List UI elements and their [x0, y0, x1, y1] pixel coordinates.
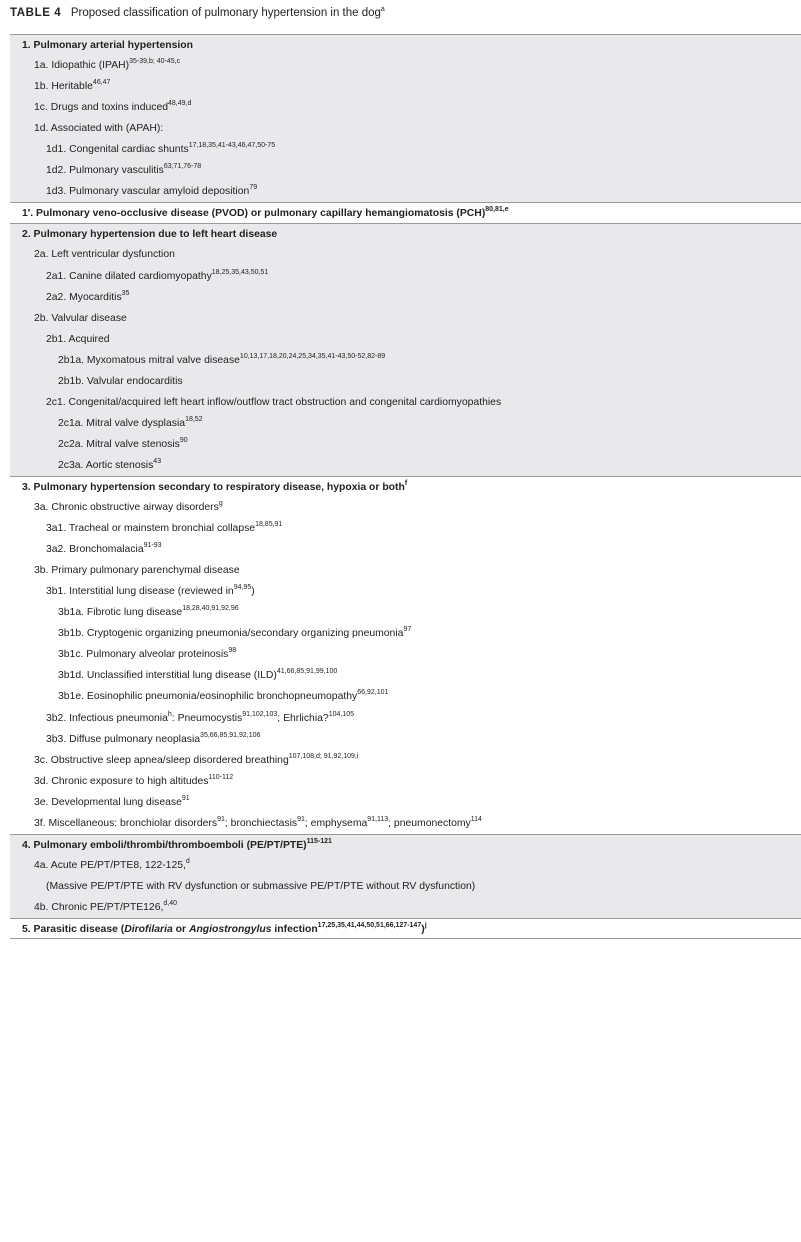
subcategory-row: [10, 602, 801, 623]
row-text: 2a. Left ventricular dysfunction: [34, 249, 175, 261]
row-text: 3b1e. Eosinophilic pneumonia/eosinophilic bronchopneumopathy: [58, 691, 358, 703]
reference-superscript: h: [167, 710, 172, 718]
reference-superscript: 91,102,103: [242, 710, 278, 718]
row-text: 1′. Pulmonary veno-occlusive disease (PVOD) or pulmonary capillary hemangiomatosis (PCH): [22, 208, 486, 220]
table-title-footnote: a: [380, 6, 385, 13]
subcategory-row: [10, 413, 801, 434]
row-text: or: [172, 923, 189, 935]
row-text: 1a. Idiopathic (IPAH): [34, 60, 130, 72]
reference-superscript: 18,52: [185, 415, 203, 423]
subcategory-row: [10, 434, 801, 455]
row-italic-text: Dirofilaria: [124, 923, 173, 935]
reference-superscript: 90: [179, 436, 188, 444]
table-label: TABLE 4: [10, 7, 62, 19]
row-text: 1d2. Pulmonary vasculitis: [46, 165, 164, 177]
row-text: 2c3a. Aortic stenosis: [58, 459, 154, 471]
row-text: 3d. Chronic exposure to high altitudes: [34, 775, 209, 787]
reference-superscript: 17,25,35,41,44,50,51,66,127-147: [317, 921, 422, 929]
row-text: ; bronchiectasis: [224, 817, 298, 829]
row-text: 1d. Associated with (APAH):: [34, 123, 164, 135]
reference-superscript: d,40: [163, 899, 177, 907]
row-text: 1d3. Pulmonary vascular amyloid deposition: [46, 186, 250, 198]
row-text: 3b3. Diffuse pulmonary neoplasia: [46, 733, 201, 745]
row-text: 1d1. Congenital cardiac shunts: [46, 144, 189, 156]
subcategory-row: [10, 792, 801, 813]
subcategory-row: [10, 876, 801, 897]
row-text: 2c2a. Mitral valve stenosis: [58, 438, 180, 450]
row-text: 2b1a. Myxomatous mitral valve disease: [58, 354, 240, 366]
subcategory-row: [10, 665, 801, 686]
subcategory-row: [10, 350, 801, 371]
row-text: 2c1a. Mitral valve dysplasia: [58, 417, 186, 429]
subcategory-row: [10, 371, 801, 392]
row-text: 3e. Developmental lung disease: [34, 796, 182, 808]
subcategory-row: [10, 266, 801, 287]
reference-superscript: 115-121: [306, 837, 332, 845]
subcategory-row: [10, 55, 801, 76]
reference-superscript: 104,105: [328, 710, 355, 718]
row-text: infection: [271, 923, 318, 935]
reference-superscript: 46,47: [92, 79, 111, 87]
category-row: [10, 202, 801, 223]
row-text: 4. Pulmonary emboli/thrombi/thromboemboli (PE/PT/PTE): [22, 839, 307, 851]
reference-superscript: 107,108,d; 91,92,109,i: [288, 752, 359, 760]
subcategory-row: [10, 497, 801, 518]
table-title: Proposed classification of pulmonary hypertension in the dog: [70, 7, 381, 19]
row-text: 3b1a. Fibrotic lung disease: [58, 607, 183, 619]
row-text: 2. Pulmonary hypertension due to left heart disease: [22, 229, 278, 241]
reference-superscript: g: [218, 500, 223, 508]
row-text: 3b. Primary pulmonary parenchymal disease: [34, 565, 240, 577]
subcategory-row: [10, 686, 801, 707]
row-text: 3b1d. Unclassified interstitial lung disease (ILD): [58, 670, 277, 682]
subcategory-row: [10, 855, 801, 876]
subcategory-row: [10, 392, 801, 413]
reference-superscript: 18,85,91: [255, 521, 283, 529]
row-text: 2a1. Canine dilated cardiomyopathy: [46, 270, 212, 282]
subcategory-row: [10, 76, 801, 97]
row-text: 3b1b. Cryptogenic organizing pneumonia/secondary organizing pneumonia: [58, 628, 404, 640]
subcategory-row: [10, 329, 801, 350]
reference-superscript: 18,25,35,43,50,51: [211, 268, 269, 276]
reference-superscript: 17,18,35,41-43,46,47,50-75: [188, 142, 276, 150]
row-text: ): [421, 923, 425, 935]
reference-superscript: 18,28,40,91,92,96: [182, 605, 239, 613]
category-row: [10, 476, 801, 497]
row-text: : Pneumocystis: [171, 712, 243, 724]
category-row: [10, 918, 801, 939]
row-text: (Massive PE/PT/PTE with RV dysfunction or submassive PE/PT/PTE without RV dysfunction): [46, 880, 476, 892]
reference-superscript: 41,66,85,91,99,100: [276, 668, 338, 676]
reference-superscript: 97: [403, 626, 412, 634]
subcategory-row: [10, 897, 801, 918]
subcategory-row: [10, 308, 801, 329]
reference-superscript: 63,71,76-78: [163, 163, 202, 171]
row-text: ; Ehrlichia?: [277, 712, 329, 724]
subcategory-row: [10, 287, 801, 308]
subcategory-row: [10, 644, 801, 665]
reference-superscript: 91,113: [367, 815, 389, 823]
reference-superscript: 35: [121, 289, 130, 297]
reference-superscript: 98: [228, 647, 237, 655]
reference-superscript: 10,13,17,18,20,24,25,34,35,41-43,50-52,82-89: [239, 352, 386, 360]
reference-superscript: f: [404, 479, 408, 487]
subcategory-row: [10, 455, 801, 476]
reference-superscript: d: [185, 857, 190, 865]
row-italic-text: Angiostrongylus: [188, 923, 272, 935]
row-text: 3a1. Tracheal or mainstem bronchial collapse: [46, 523, 256, 535]
row-text: 3c. Obstructive sleep apnea/sleep disordered breathing: [34, 754, 289, 766]
reference-superscript: 48,49,d: [168, 100, 192, 108]
table-caption: [10, 6, 385, 19]
subcategory-row: [10, 539, 801, 560]
subcategory-row: [10, 518, 801, 539]
row-text: 4b. Chronic PE/PT/PTE126,: [34, 901, 164, 913]
row-text: 3b1. Interstitial lung disease (reviewed in: [46, 586, 234, 598]
row-text: 5. Parasitic disease (: [22, 923, 125, 935]
row-text: 2c1. Congenital/acquired left heart inflow/outflow tract obstruction and congenital cardiomyopathies: [46, 396, 502, 408]
reference-superscript: j: [424, 921, 427, 929]
subcategory-row: [10, 560, 801, 581]
row-text: 2a2. Myocarditis: [46, 291, 122, 303]
subcategory-row: [10, 813, 801, 834]
row-text: ; emphysema: [304, 817, 368, 829]
subcategory-row: [10, 118, 801, 139]
reference-superscript: 91-93: [143, 542, 162, 550]
subcategory-row: [10, 139, 801, 160]
category-row: [10, 223, 801, 244]
reference-superscript: 110-112: [208, 773, 234, 781]
row-text: 1. Pulmonary arterial hypertension: [22, 40, 193, 51]
subcategory-row: [10, 581, 801, 602]
reference-superscript: 114: [470, 815, 482, 823]
row-text: 3. Pulmonary hypertension secondary to respiratory disease, hypoxia or both: [22, 481, 405, 493]
row-text: 3b2. Infectious pneumonia: [46, 712, 168, 724]
classification-table: [10, 34, 801, 939]
subcategory-row: [10, 623, 801, 644]
row-text: 4a. Acute PE/PT/PTE8, 122-125,: [34, 859, 186, 871]
row-text: 2b1. Acquired: [46, 333, 110, 345]
reference-superscript: 79: [249, 184, 258, 192]
row-text: 2b. Valvular disease: [34, 312, 127, 324]
row-text: 2b1b. Valvular endocarditis: [58, 375, 183, 387]
reference-superscript: 35-39,b; 40-45,c: [129, 58, 181, 66]
subcategory-row: [10, 708, 801, 729]
row-text: 3b1c. Pulmonary alveolar proteinosis: [58, 649, 229, 661]
subcategory-row: [10, 97, 801, 118]
reference-superscript: 91: [297, 815, 305, 823]
row-text: ; pneumonectomy: [388, 817, 471, 829]
subcategory-row: [10, 729, 801, 750]
row-text: ): [251, 586, 255, 598]
reference-superscript: 80,81,e: [485, 206, 509, 214]
subcategory-row: [10, 750, 801, 771]
row-text: 1c. Drugs and toxins induced: [34, 102, 169, 114]
row-text: 1b. Heritable: [34, 81, 93, 93]
row-text: 3a2. Bronchomalacia: [46, 544, 144, 556]
subcategory-row: [10, 160, 801, 181]
row-text: 3a. Chronic obstructive airway disorders: [34, 502, 219, 514]
category-row: [10, 834, 801, 855]
subcategory-row: [10, 771, 801, 792]
reference-superscript: 91: [217, 815, 225, 823]
reference-superscript: 35,66,85,91,92,106: [200, 731, 261, 739]
row-text: 3f. Miscellaneous: bronchiolar disorders: [34, 817, 218, 829]
subcategory-row: [10, 181, 801, 202]
reference-superscript: 43: [153, 457, 162, 465]
reference-superscript: 91: [181, 794, 190, 802]
subcategory-row: [10, 244, 801, 265]
category-row: [10, 34, 801, 55]
reference-superscript: 94,95: [233, 584, 252, 592]
reference-superscript: 66,92,101: [357, 689, 389, 697]
